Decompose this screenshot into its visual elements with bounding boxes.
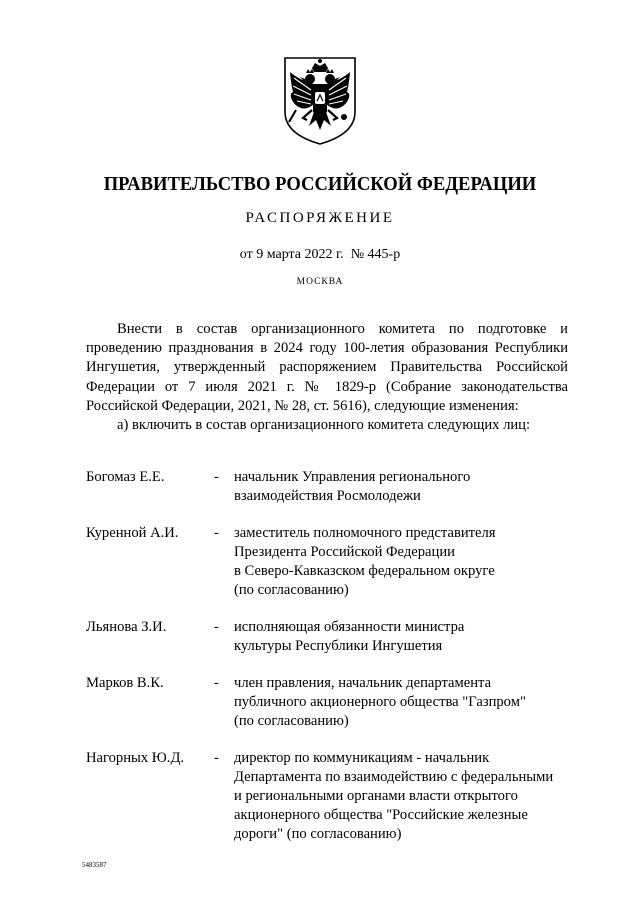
member-name: Куренной А.И.	[86, 525, 179, 541]
member-position: исполняющая обязанности министра культуры Республики Ингушетия	[234, 619, 465, 654]
member-name: Марков В.К.	[86, 675, 164, 691]
russian-coat-of-arms-icon	[281, 54, 359, 146]
document-city: МОСКВА	[296, 277, 344, 287]
member-position: начальник Управления регионального взаимодействия Росмолодежи	[234, 469, 471, 504]
document-date-line	[0, 247, 640, 263]
document-number: № 445-р	[350, 247, 401, 262]
member-position: заместитель полномочного представителя Президента Российской Федерации в Северо-Кавказском федеральном округе (по согласованию)	[234, 525, 496, 598]
item-a-paragraph: а) включить в состав организационного комитета следующих лиц:	[117, 417, 531, 434]
government-title: ПРАВИТЕЛЬСТВО РОССИЙСКОЙ ФЕДЕРАЦИИ	[103, 173, 537, 195]
member-dash: -	[214, 750, 219, 766]
list-item	[86, 749, 576, 844]
list-item	[86, 674, 576, 731]
member-dash: -	[214, 619, 219, 635]
member-dash: -	[214, 525, 219, 541]
members-list	[86, 468, 576, 844]
list-item	[86, 468, 576, 506]
member-dash: -	[214, 675, 219, 691]
member-name: Богомаз Е.Е.	[86, 469, 165, 485]
member-position: директор по коммуникациям - начальник Департамента по взаимодействию с федеральными и региональными органами власти открытого акционерного общества "Российские железные дороги" (по согласованию)	[234, 750, 554, 842]
member-position: член правления, начальник департамента публичного акционерного общества "Газпром" (по согласованию)	[234, 675, 526, 729]
document-code: 5483587	[82, 861, 107, 869]
list-item	[86, 524, 576, 600]
member-dash: -	[214, 469, 219, 485]
list-item	[86, 618, 576, 656]
document-type: РАСПОРЯЖЕНИЕ	[245, 210, 395, 226]
document-body	[86, 320, 568, 435]
member-name: Нагорных Ю.Д.	[86, 750, 185, 766]
member-name: Льянова З.И.	[86, 619, 167, 635]
document-date: от 9 марта 2022 г.	[239, 247, 344, 262]
intro-paragraph: Внести в состав организационного комитета по подготовке и проведению празднования в 2024 году 100-летия образования Республики Ингушетия, утвержденный распоряжением Правительства Российской Федерации от 7 июля 2021 г. № 1829-р (Собрание законодательства Российской Федерации, 2021, № 28, ст. 5616), следующие изменения:	[86, 321, 568, 414]
